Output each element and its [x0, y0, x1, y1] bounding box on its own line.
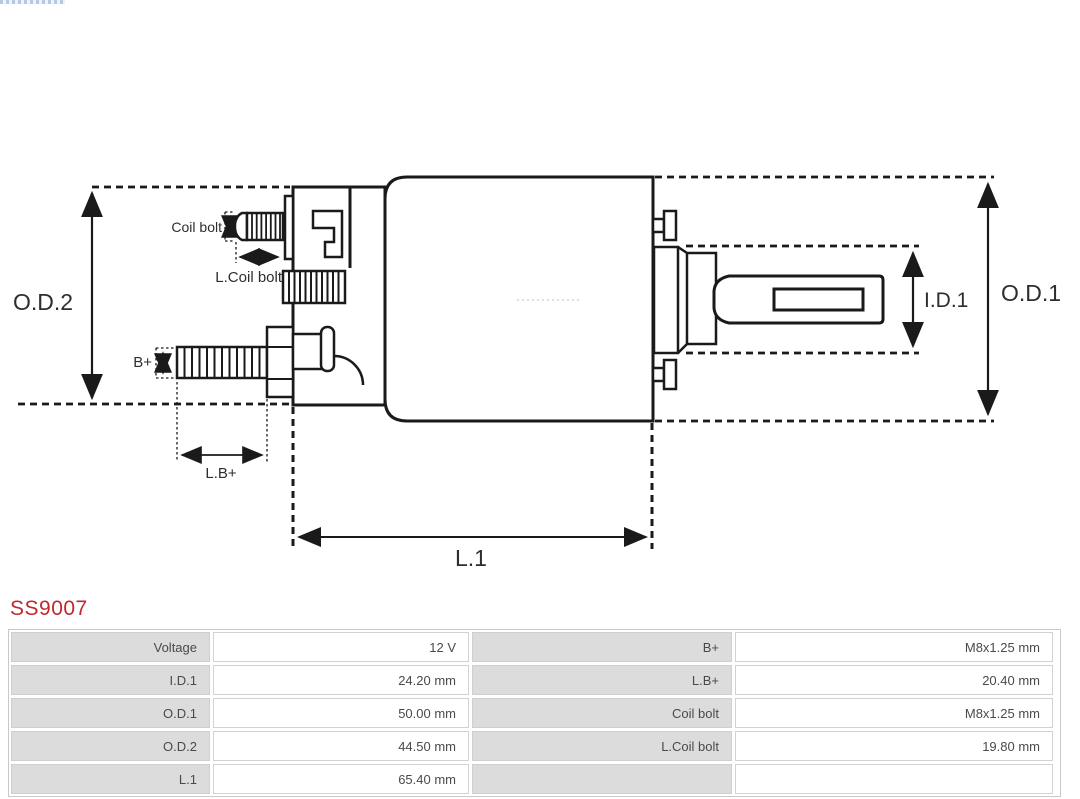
part-number-title: SS9007: [10, 597, 88, 620]
solenoid-body: [385, 177, 653, 421]
spec-value: 19.80 mm: [735, 731, 1053, 761]
spec-label: L.1: [11, 764, 210, 794]
spec-label: B+: [472, 632, 732, 662]
dimension-l1: [293, 407, 652, 549]
spec-label: L.B+: [472, 665, 732, 695]
spec-value: 50.00 mm: [213, 698, 469, 728]
spec-label: I.D.1: [11, 665, 210, 695]
dimension-b-plus: [156, 348, 176, 378]
coil-bolt-label: Coil bolt: [171, 219, 222, 235]
spec-value: 44.50 mm: [213, 731, 469, 761]
spec-label: O.D.1: [11, 698, 210, 728]
spec-label: [472, 764, 732, 794]
spec-value: 65.40 mm: [213, 764, 469, 794]
plunger-shaft: [654, 247, 883, 353]
l-b-plus-label: L.B+: [205, 465, 237, 482]
spec-value: [735, 764, 1053, 794]
spec-table: [8, 629, 1061, 797]
od2-label: O.D.2: [13, 289, 74, 315]
spec-label: Coil bolt: [472, 698, 732, 728]
spec-value: 24.20 mm: [213, 665, 469, 695]
spec-label: O.D.2: [11, 731, 210, 761]
l1-label: L.1: [455, 545, 487, 571]
spec-label: Voltage: [11, 632, 210, 662]
spec-value: 12 V: [213, 632, 469, 662]
id1-label: I.D.1: [924, 289, 969, 312]
coil-bolt-stud: [235, 213, 283, 240]
b-plus-label: B+: [133, 354, 152, 371]
l-coil-bolt-label: L.Coil bolt: [215, 269, 282, 286]
dimension-l-coil-bolt: [236, 242, 278, 263]
solenoid-cap-outline: [283, 187, 385, 405]
spec-value: M8x1.25 mm: [735, 632, 1053, 662]
spec-value: M8x1.25 mm: [735, 698, 1053, 728]
spec-label: L.Coil bolt: [472, 731, 732, 761]
dimension-l-b-plus: [177, 382, 267, 462]
od1-label: O.D.1: [1001, 280, 1062, 306]
spec-value: 20.40 mm: [735, 665, 1053, 695]
dimension-coil-bolt: [225, 212, 234, 241]
